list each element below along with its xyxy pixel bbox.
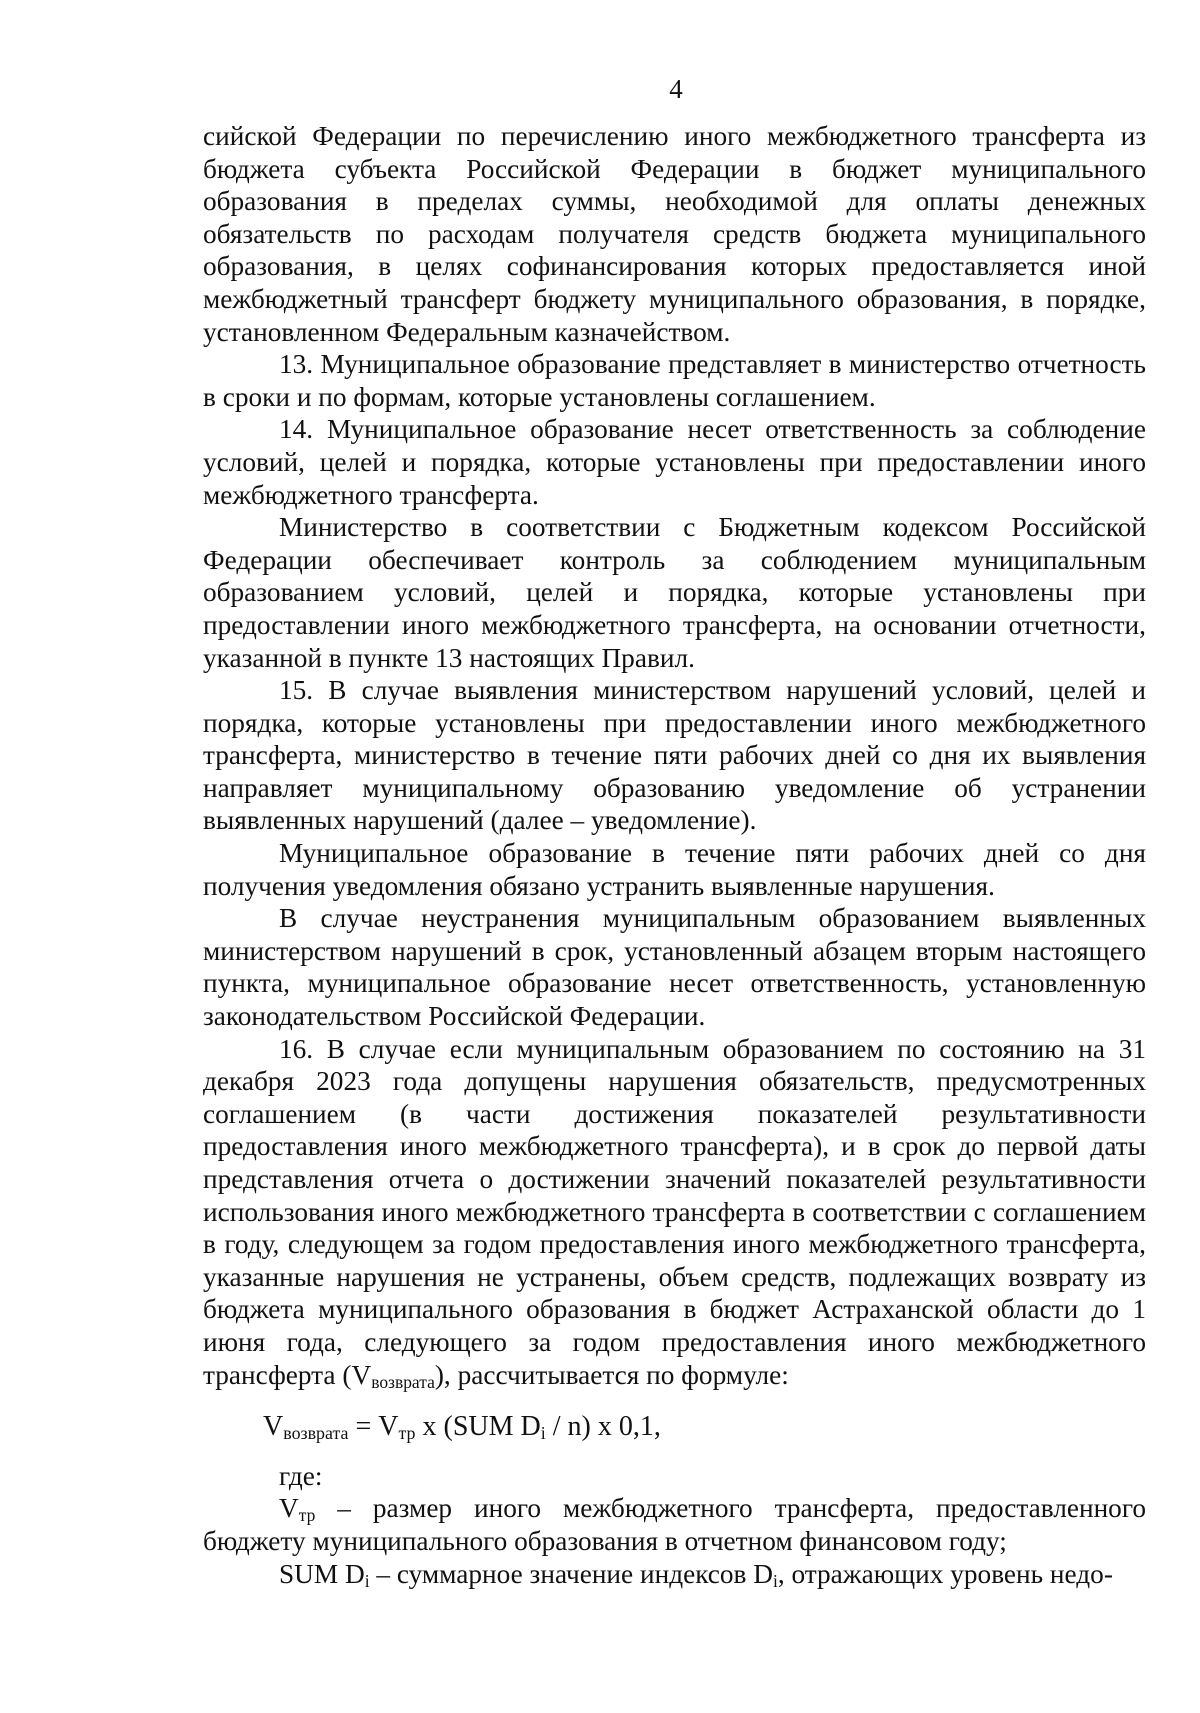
- definition-sum-var: SUM D: [279, 1558, 365, 1589]
- definition-sum-text: – суммарное значение индексов D: [369, 1558, 773, 1589]
- formula-rhs-1: x (SUM D: [415, 1411, 541, 1443]
- paragraph-16-var-sub: возврата: [371, 1371, 435, 1392]
- paragraph-16-var: V: [351, 1359, 372, 1390]
- formula: [203, 1411, 1146, 1444]
- paragraph-16-end: ), рассчитывается по формуле:: [434, 1359, 789, 1390]
- paragraph-ministry-control: Министерство в соответствии с Бюджетным кодексом Российской Федерации обеспечивает контроль за соблюдением муниципальным образованием условий, целей и порядка, которые установлены при предоставлении иного межбюджетного трансферта, на основании отчетности, указанной в пункте 13 настоящих Правил.: [203, 512, 1146, 673]
- paragraph-13: 13. Муниципальное образование представляет в министерство отчетность в сроки и по формам, которые установлены соглашением.: [203, 349, 1146, 412]
- definition-vtr: [203, 1492, 1146, 1557]
- paragraph-15-second: Муниципальное образование в течение пяти рабочих дней со дня получения уведомления обязано устранить выявленные нарушения.: [203, 838, 1146, 901]
- formula-rhs-2: / n) x 0,1,: [545, 1411, 661, 1443]
- definition-sum-end: , отражающих уровень недо-: [777, 1558, 1113, 1589]
- formula-mid: = V: [348, 1411, 399, 1443]
- definition-vtr-text: – размер иного межбюджетного трансферта, предоставленного бюджету муниципального образования в отчетном финансовом году;: [203, 1493, 1146, 1556]
- paragraph-16: [203, 1033, 1146, 1392]
- paragraph-14: 14. Муниципальное образование несет ответственность за соблюдение условий, целей и порядка, которые установлены при предоставлении иного межбюджетного трансферта.: [203, 414, 1146, 510]
- paragraph-continuation: сийской Федерации по перечислению иного межбюджетного трансферта из бюджета субъекта Российской Федерации в бюджет муниципального образования в пределах суммы, необходимой для оплаты денежных обязательств по расходам получателя средств бюджета муниципального образования, в целях софинансирования которых предоставляется иной межбюджетный трансферт бюджету муниципального образования, в порядке, установленном Федеральным казначейством.: [203, 121, 1146, 347]
- formula-lhs: V: [263, 1411, 284, 1443]
- formula-rhs-sub: i: [540, 1423, 546, 1444]
- document-body: [203, 120, 1146, 1590]
- page-number: 4: [669, 74, 683, 104]
- formula-mid-sub: тр: [398, 1423, 416, 1444]
- definition-sum-di: [203, 1558, 1146, 1591]
- paragraph-15: 15. В случае выявления министерством нарушений условий, целей и порядка, которые установлены при предоставлении иного межбюджетного трансферта, министерство в течение пяти рабочих дней со дня их выявления направляет муниципальному образованию уведомление об устранении выявленных нарушений (далее – уведомление).: [203, 675, 1146, 836]
- definition-sum-sub: i: [364, 1570, 370, 1591]
- paragraph-15-third: В случае неустранения муниципальным образованием выявленных министерством нарушений в срок, установленный абзацем вторым настоящего пункта, муниципальное образование несет ответственность, установленную законодательством Российской Федерации.: [203, 903, 1146, 1032]
- paragraph-16-text: 16. В случае если муниципальным образованием по состоянию на 31 декабря 2023 года допущены нарушения обязательств, предусмотренных соглашением (в части достижения показателей результативности предоставления иного межбюджетного трансферта), и в срок до первой даты представления отчета о достижении значений показателей результативности использования иного межбюджетного трансферта в соответствии с соглашением в году, следующем за годом предоставления иного межбюджетного трансферта, указанные нарушения не устранены, объем средств, подлежащих возврату из бюджета муниципального образования в бюджет Астраханской области до 1 июня года, следующего за годом предоставления иного межбюджетного трансферта (: [203, 1033, 1146, 1390]
- definition-sum-sub-2: i: [772, 1570, 778, 1591]
- where-label: где:: [279, 1460, 323, 1491]
- definition-vtr-sub: тр: [298, 1505, 316, 1526]
- definition-vtr-var: V: [279, 1493, 299, 1524]
- formula-lhs-sub: возврата: [283, 1423, 349, 1444]
